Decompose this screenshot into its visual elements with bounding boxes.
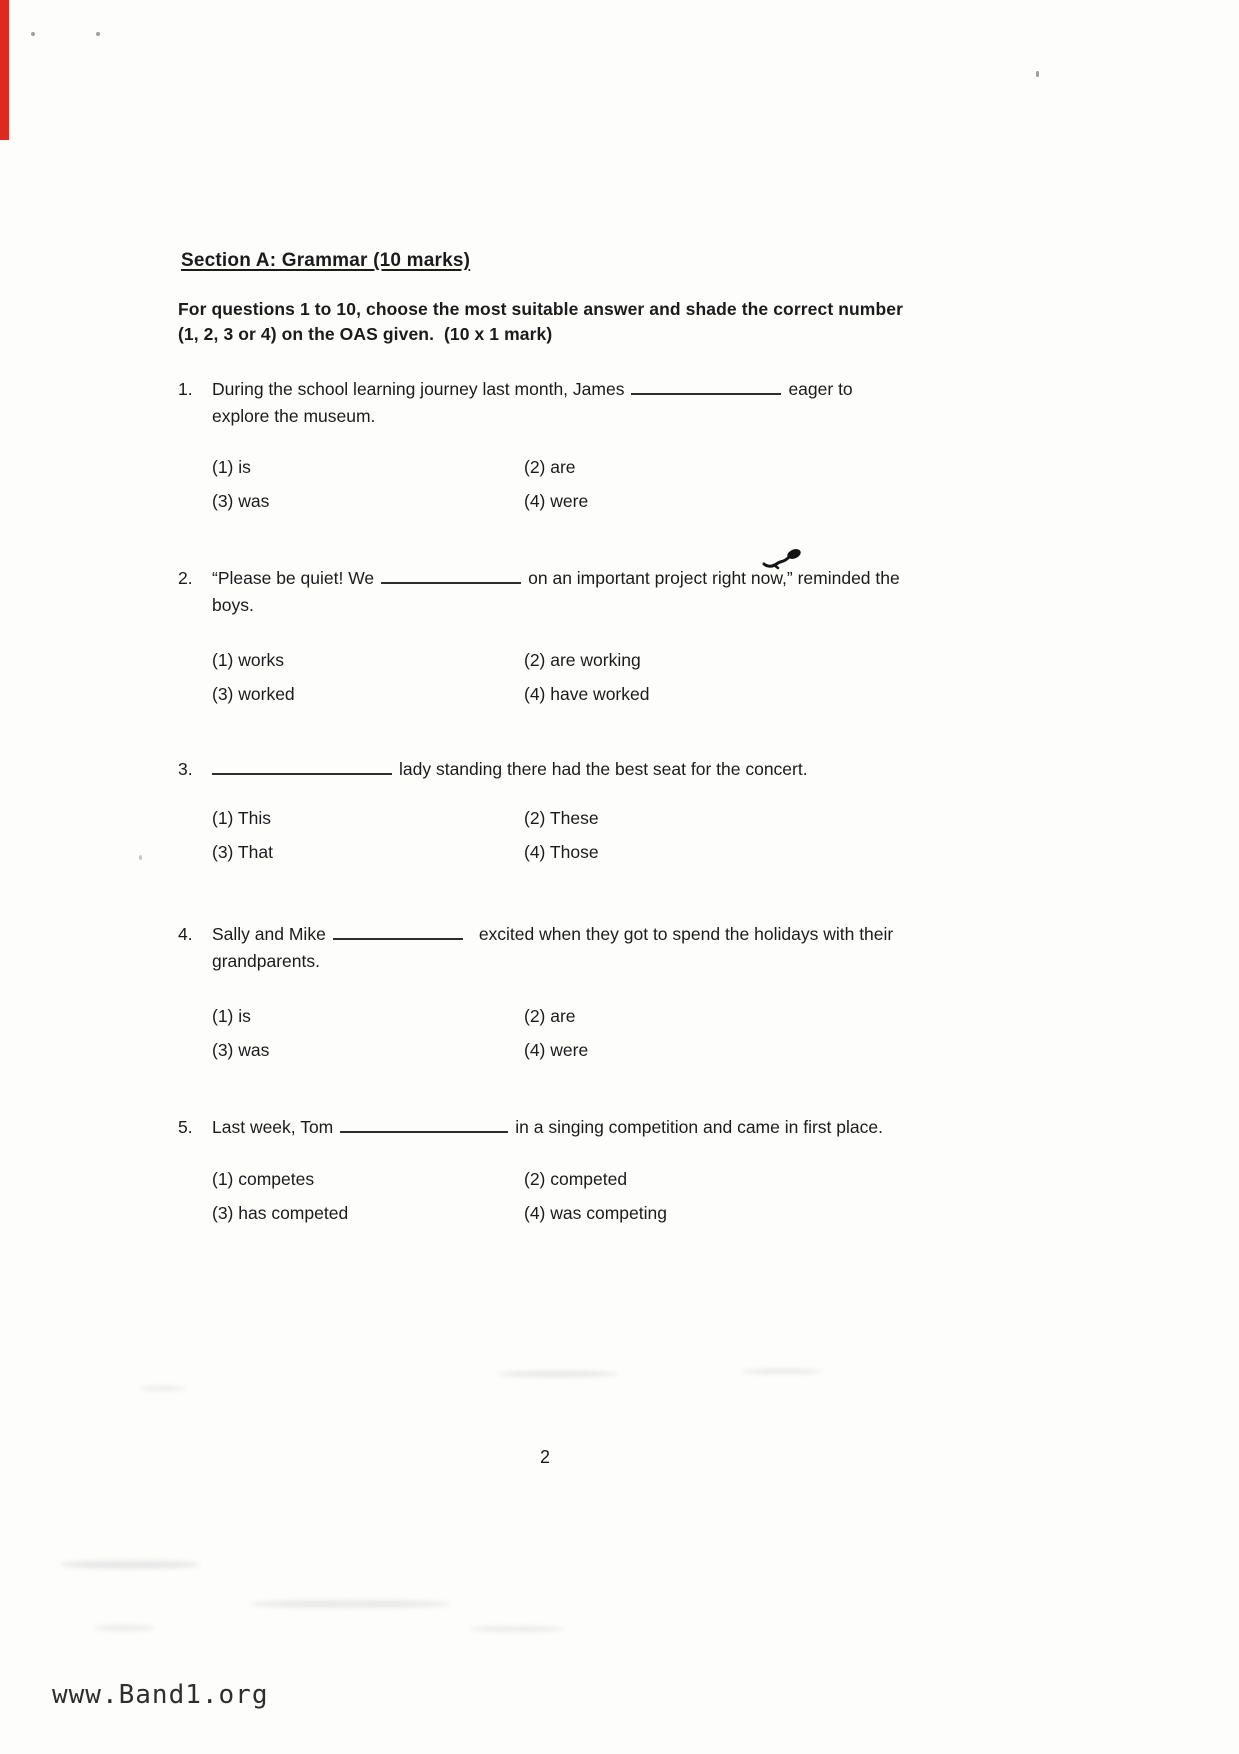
question-2-text: [212, 565, 1078, 619]
option-4: (4) Those: [524, 842, 599, 862]
question-2: [178, 565, 1078, 711]
question-5-pre: Last week, Tom: [212, 1117, 334, 1137]
scan-smudge: [498, 1371, 618, 1377]
question-5-text: [212, 1114, 1078, 1141]
option-3: (3) That: [212, 842, 273, 862]
question-3-post: lady standing there had the best seat for the concert.: [399, 759, 808, 779]
scan-smudge: [140, 1386, 185, 1391]
option-4: (4) have worked: [524, 684, 650, 704]
option-4: (4) were: [524, 491, 589, 511]
question-2-options: [212, 643, 1078, 711]
option-2: (2) are: [524, 1006, 576, 1026]
option-2: (2) are: [524, 457, 576, 477]
instructions-line2: (1, 2, 3 or 4) on the OAS given. (10 x 1 mark): [178, 324, 553, 344]
option-3: (3) was: [212, 491, 270, 511]
question-4-answer-blank: [333, 929, 463, 940]
question-4-line2: grandparents.: [212, 951, 320, 971]
option-3: (3) worked: [212, 684, 295, 704]
option-1: (1) competes: [212, 1169, 315, 1189]
question-2-line2: boys.: [212, 595, 254, 615]
page-number: 2: [539, 1447, 550, 1467]
question-1-number: 1.: [178, 379, 193, 399]
question-4-number: 4.: [178, 924, 193, 944]
question-5: [178, 1114, 1078, 1230]
option-1: (1) This: [212, 808, 271, 828]
question-4-pre: Sally and Mike: [212, 924, 326, 944]
question-4-text: [212, 921, 1078, 975]
scan-smudge: [250, 1600, 450, 1608]
question-4-post: excited when they got to spend the holidays with their: [478, 924, 894, 944]
option-2: (2) competed: [524, 1169, 628, 1189]
option-3: (3) was: [212, 1040, 270, 1060]
question-5-number: 5.: [178, 1117, 193, 1137]
option-1: (1) is: [212, 1006, 251, 1026]
option-3: (3) has competed: [212, 1203, 349, 1223]
question-2-pre: “Please be quiet! We: [212, 568, 375, 588]
question-1-pre: During the school learning journey last month, James: [212, 379, 625, 399]
question-5-answer-blank: [340, 1122, 508, 1133]
scan-smudge: [470, 1626, 565, 1632]
question-5-post: in a singing competition and came in first place.: [515, 1117, 883, 1137]
instructions: [178, 297, 1008, 347]
scan-smudge: [742, 1369, 822, 1374]
option-2: (2) These: [524, 808, 599, 828]
question-1-post: eager to: [788, 379, 853, 399]
question-3-text: [212, 756, 1078, 783]
question-3-options: [212, 801, 1078, 869]
instructions-line1: For questions 1 to 10, choose the most suitable answer and shade the correct number: [178, 299, 903, 319]
question-4-options: [212, 999, 1078, 1067]
question-1: [178, 376, 1078, 518]
option-1: (1) is: [212, 457, 251, 477]
question-1-answer-blank: [631, 384, 781, 395]
option-1: (1) works: [212, 650, 284, 670]
watermark-url: www.Band1.org: [52, 1680, 269, 1710]
question-4: [178, 921, 1078, 1067]
question-1-line2: explore the museum.: [212, 406, 376, 426]
section-title: Section A: Grammar (10 marks): [181, 250, 471, 271]
question-5-options: [212, 1162, 1078, 1230]
question-2-answer-blank: [381, 573, 521, 584]
option-4: (4) was competing: [524, 1203, 667, 1223]
question-3-number: 3.: [178, 759, 193, 779]
option-4: (4) were: [524, 1040, 589, 1060]
question-1-text: [212, 376, 1078, 430]
question-3: [178, 756, 1078, 869]
question-1-options: [212, 450, 1078, 518]
question-2-number: 2.: [178, 568, 193, 588]
scan-smudge: [60, 1560, 200, 1569]
question-2-post: on an important project right now,” reminded the: [528, 568, 900, 588]
scan-smudge: [95, 1625, 155, 1631]
option-2: (2) are working: [524, 650, 641, 670]
question-3-answer-blank: [212, 764, 392, 775]
